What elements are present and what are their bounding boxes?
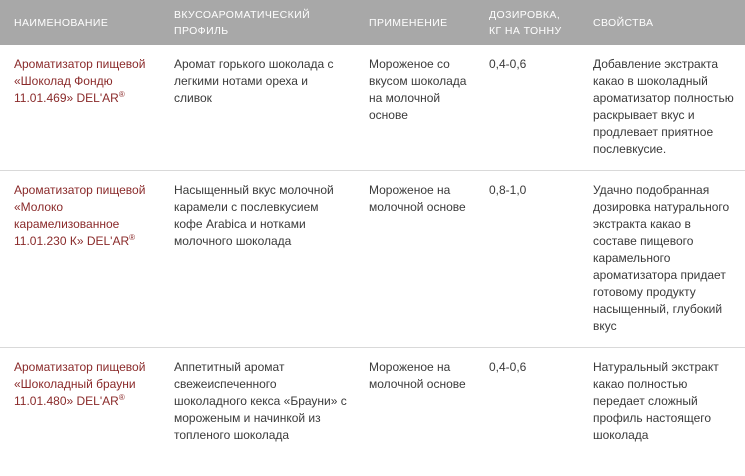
product-name: Ароматизатор пищевой «Молоко карамелизованное 11.01.230 К» DEL'AR: [14, 183, 146, 248]
header-application: ПРИМЕНЕНИЕ: [369, 16, 448, 29]
profile-cell: Аппетитный аромат свежеиспеченного шоколадного кекса «Брауни» с мороженым и начинкой из топленого шоколада: [174, 360, 347, 442]
table-row: [0, 348, 745, 457]
trademark-mark: ®: [118, 90, 125, 99]
header-properties: СВОЙСТВА: [593, 16, 654, 29]
application-cell: Мороженое со вкусом шоколада на молочной основе: [355, 45, 475, 171]
header-dosage: ДОЗИРОВКА, КГ НА ТОННУ: [489, 8, 562, 37]
product-name-cell: [0, 171, 160, 348]
dosage-cell: 0,8-1,0: [475, 171, 579, 348]
profile-cell: Аромат горького шоколада с легкими нотами ореха и сливок: [160, 45, 355, 171]
properties-cell: Добавление экстракта какао в шоколадный ароматизатор полностью раскрывает вкус и продлевает приятное послевкусие.: [579, 45, 745, 171]
application-cell: Мороженое на молочной основе: [355, 171, 475, 348]
header-name: НАИМЕНОВАНИЕ: [14, 16, 109, 29]
profile-cell: Насыщенный вкус молочной карамели с послевкусием кофе Arabica и нотками молочного шоколада: [160, 171, 355, 348]
dosage-cell: 0,4-0,6: [475, 45, 579, 171]
trademark-mark: ®: [118, 393, 125, 402]
table-row: [0, 45, 745, 171]
product-name-cell: [0, 348, 160, 457]
properties-cell: Удачно подобранная дозировка натурального экстракта какао в составе пищевого карамельного ароматизатора придает готовому продукту насыщенный, глубокий вкус: [579, 171, 745, 348]
header-row: [0, 0, 745, 45]
header-profile: ВКУСОАРОМАТИЧЕСКИЙ ПРОФИЛЬ: [174, 8, 311, 37]
product-name: Ароматизатор пищевой «Шоколад Фондю 11.01.469» DEL'AR: [14, 57, 146, 105]
properties-cell: Натуральный экстракт какао полностью передает сложный профиль настоящего шоколада: [593, 360, 719, 442]
table-header: [0, 0, 745, 45]
product-name-cell: [0, 45, 160, 171]
table-row: [0, 171, 745, 348]
trademark-mark: ®: [129, 233, 136, 242]
dosage-cell: 0,4-0,6: [489, 360, 527, 374]
application-cell: Мороженое на молочной основе: [369, 360, 466, 391]
product-name: Ароматизатор пищевой «Шоколадный брауни 11.01.480» DEL'AR: [14, 360, 146, 408]
